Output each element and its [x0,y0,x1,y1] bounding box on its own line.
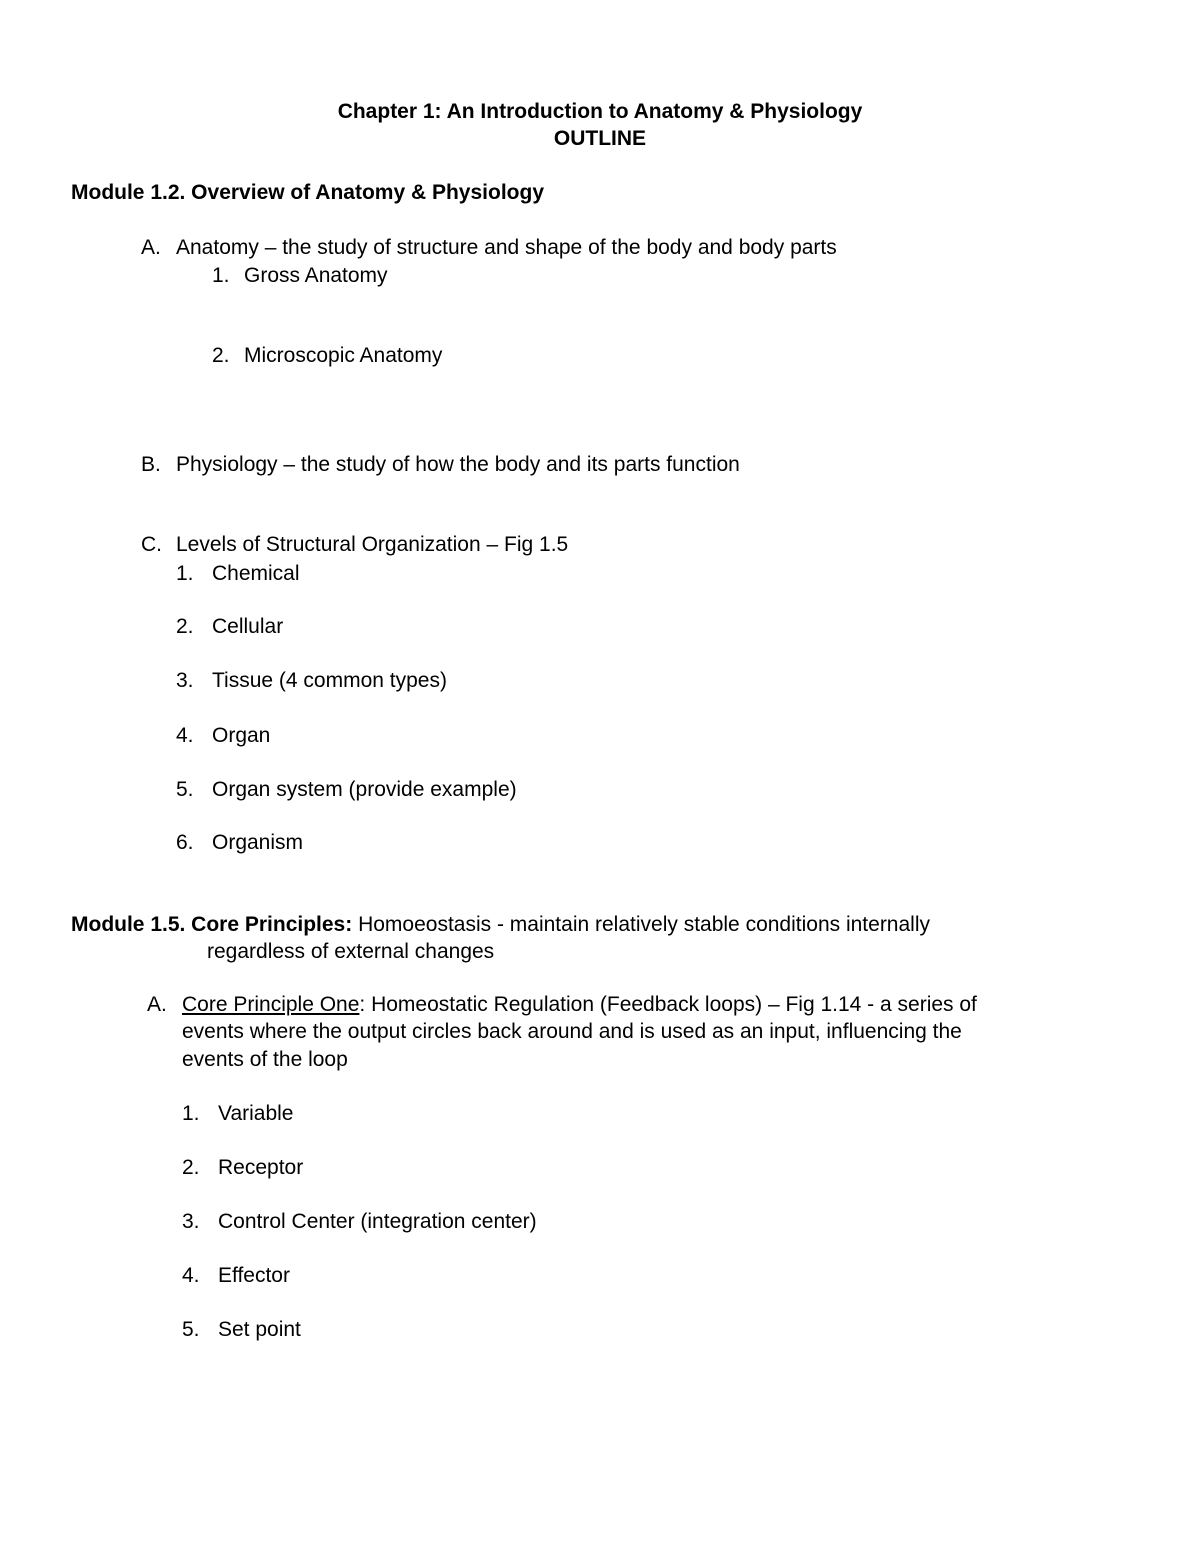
list-item: Set point [218,1318,301,1341]
core-principle-line [182,991,977,1018]
list-marker: 5. [182,1318,200,1341]
page-title: Chapter 1: An Introduction to Anatomy & Physiology [337,100,863,123]
list-item: Organism [212,831,304,854]
list-marker: 2. [182,1156,200,1179]
physiology-definition: Physiology – the study of how the body and its parts function [176,453,740,476]
anatomy-definition: Anatomy – the study of structure and shape of the body and body parts [176,236,837,259]
list-item: Receptor [218,1156,304,1179]
list-marker: 1. [176,562,194,585]
list-item: Variable [218,1102,294,1125]
list-marker: 3. [176,669,194,692]
list-marker: 1. [212,264,230,287]
levels-heading: Levels of Structural Organization – Fig 1.5 [176,533,569,556]
list-item: Chemical [212,562,300,585]
list-item: Gross Anatomy [244,264,388,287]
core-principle-description-end: events of the loop [182,1048,348,1071]
core-principle-description: : Homeostatic Regulation (Feedback loops) – Fig 1.14 - a series of [359,993,977,1016]
homeostasis-definition-cont: regardless of external changes [207,940,495,963]
list-marker: 4. [182,1264,200,1287]
list-marker: 2. [176,615,194,638]
list-marker: 4. [176,724,194,747]
list-marker: 1. [182,1102,200,1125]
homeostasis-definition: Homoeostasis - maintain relatively stable conditions internally [352,913,931,936]
list-marker: 2. [212,344,230,367]
module-1-2-heading: Module 1.2. Overview of Anatomy & Physiology [71,181,544,204]
outline-marker: A. [147,993,167,1016]
list-marker: 3. [182,1210,200,1233]
list-item: Cellular [212,615,284,638]
module-1-5-intro [71,911,930,938]
list-item: Control Center (integration center) [218,1210,537,1233]
list-marker: 6. [176,831,194,854]
outline-marker: C. [141,533,162,556]
list-item: Organ [212,724,271,747]
outline-marker: A. [141,236,161,259]
page-subtitle: OUTLINE [553,127,647,150]
list-item: Microscopic Anatomy [244,344,443,367]
list-item: Tissue (4 common types) [212,669,447,692]
core-principle-description-cont: events where the output circles back around and is used as an input, influencing the [182,1020,962,1043]
list-item: Effector [218,1264,290,1287]
outline-marker: B. [141,453,161,476]
core-principle-one-label: Core Principle One [182,993,360,1016]
module-1-5-heading: Module 1.5. Core Principles: [71,913,353,936]
list-marker: 5. [176,778,194,801]
list-item: Organ system (provide example) [212,778,517,801]
